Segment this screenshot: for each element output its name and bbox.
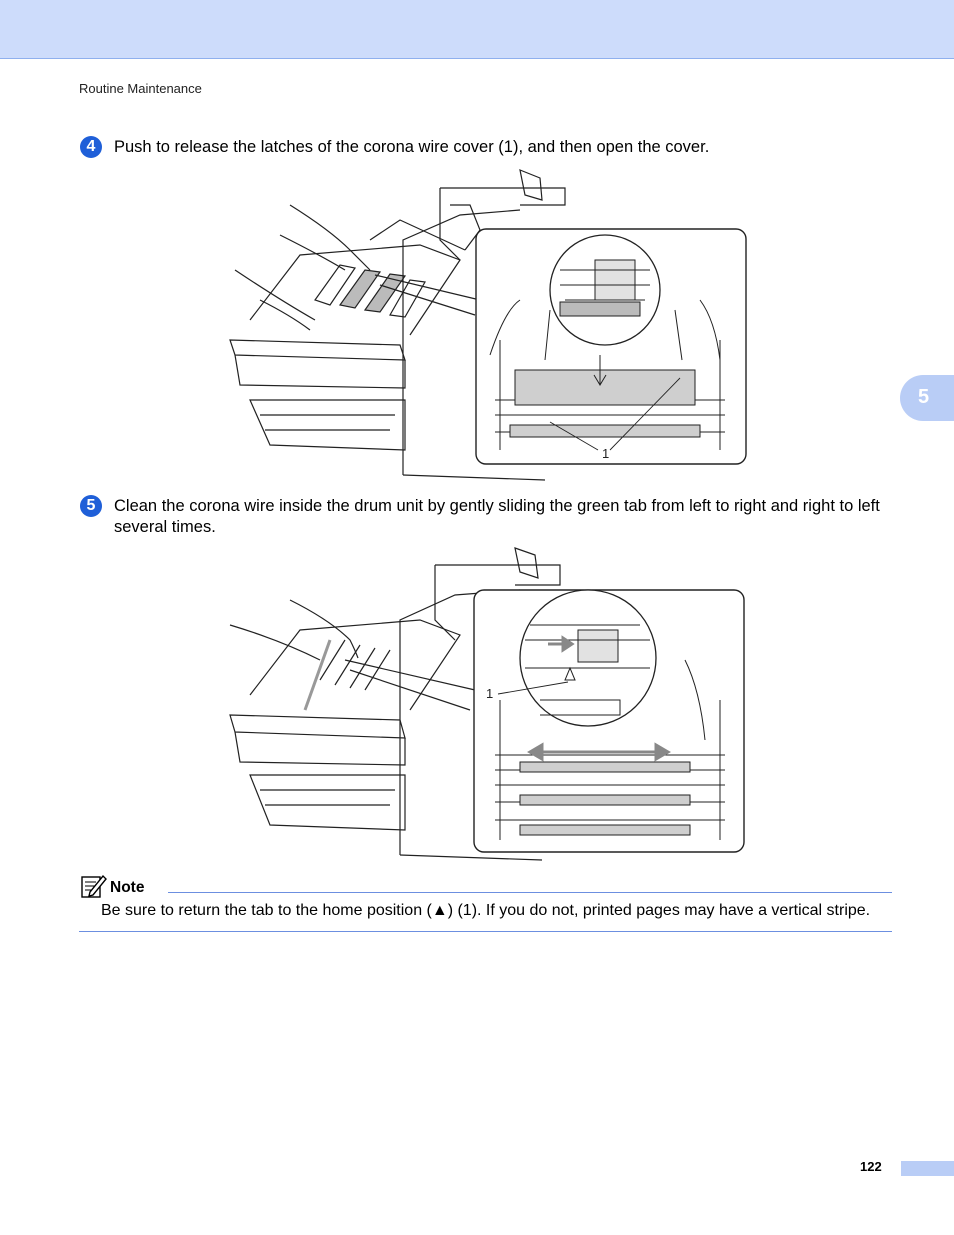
chapter-tab — [900, 375, 954, 421]
figure-1-callout: 1 — [602, 446, 610, 461]
step-number-badge: 4 — [80, 136, 102, 158]
section-title: Routine Maintenance — [79, 81, 202, 96]
note-title: Note — [110, 879, 145, 896]
chapter-number: 5 — [918, 386, 930, 408]
step-4-text: Push to release the latches of the corona wire cover (1), and then open the cover. — [114, 138, 710, 156]
note-divider-bottom — [79, 931, 892, 932]
header-band — [0, 0, 954, 59]
page-number: 122 — [860, 1159, 882, 1174]
step-number-badge: 5 — [80, 495, 102, 517]
figure-2-callout: 1 — [486, 686, 494, 701]
note-divider-top — [168, 892, 892, 893]
figure-open-corona-cover — [220, 160, 750, 485]
figure-clean-corona-wire — [220, 540, 750, 865]
note-text: Be sure to return the tab to the home position (▲) (1). If you do not, printed pages may have a vertical stripe. — [101, 902, 871, 919]
note-pencil-icon — [79, 872, 107, 900]
step-5-text: Clean the corona wire inside the drum unit by gently sliding the green tab from left to right and right to left several times. — [114, 497, 880, 536]
page-tab-marker — [901, 1161, 954, 1176]
